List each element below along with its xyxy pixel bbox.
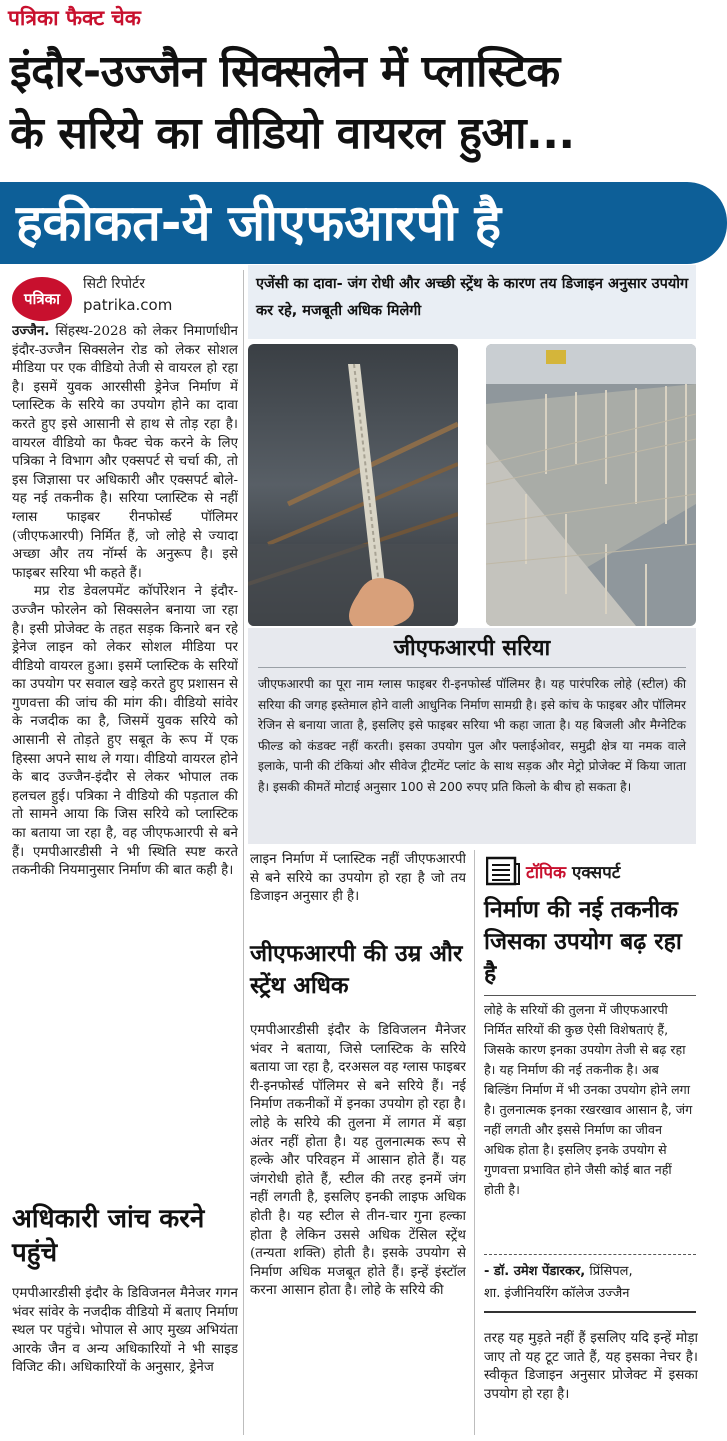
subhead-gfrp-strength: जीएफआरपी की उम्र और स्ट्रेंथ अधिक (250, 941, 463, 999)
dateline: उज्जैन. (12, 324, 50, 339)
topic-label: टॉपिक (526, 863, 567, 883)
expert-role: प्रिंसिपल, (589, 1264, 633, 1279)
expert-institution: शा. इंजीनियरिंग कॉलेज उज्जैन (484, 1286, 630, 1301)
expert-divider-dashed (484, 1254, 696, 1255)
paragraph-1-text: सिंहस्थ-2028 को लेकर निमार्णाधीन इंदौर-उज्जैन सिक्सलेन रोड को लेकर सोशल मीडिया पर एक वीडियो तेजी से वायरल हो रहा है। इसमें युवक आरसीसी ड्रेनेज निर्माण में प्लास्टिक के सरिये का उपयोग होने का दावा करते हुए इसे आसानी से हाथ से तोड़ रहा है। वायरल वीडियो का फैक्ट चेक करने के लिए पत्रिका ने विभाग और एक्सपर्ट से चर्चा की, तो इस जिज्ञासा पर अधिकारी और एक्सपर्ट बोले- यह नई तकनीक है। सरिया प्लास्टिक से नहीं ग्लास फाइबर रीनफोर्स्ड पॉलिमर (जीएफआरपी) निर्मित हैं, जो लोहे से ज्यादा अच्छा और तय नॉर्म्स के अनुरूप है। इसे फाइबर सरिया भी कहते हैं। (12, 324, 238, 581)
article-column-1 (12, 323, 238, 1198)
subhead-officials: अधिकारी जांच करने पहुंचे (12, 1204, 205, 1268)
column-rule-2 (474, 850, 475, 1435)
headline-line-2: के सरिये का वीडियो वायरल हुआ... (10, 108, 575, 159)
section-kicker: पत्रिका फैक्ट चेक (8, 6, 141, 30)
topic-expert-label (526, 860, 620, 883)
byline-reporter: सिटी रिपोर्टर (83, 276, 145, 292)
expert-heading: निर्माण की नई तकनीक जिसका उपयोग बढ़ रहा है (484, 897, 682, 987)
gfrp-explainer-text: जीएफआरपी का पूरा नाम ग्लास फाइबर री-इनफोर्स्ड पॉलिमर है। यह पारंपरिक लोहे (स्टील) की सरिया की जगह इस्तेमाल होने वाली आधुनिक निर्माण सामग्री है। इसे कांच के फाइबर और पॉलिमर रेजिन से बनाया जाता है, इसलिए इसे फाइबर सरिया भी कहा जाता है। यह बिजली और मैग्नेटिक फील्ड को कंडक्ट नहीं करती। इसका उपयोग पुल और फ्लाईओवर, समुद्री क्षेत्र या नमक वाले इलाके, पानी की टंकियां और सीवेज ट्रीटमेंट प्लांट के साथ सड़क और मेट्रो प्रोजेक्ट में किया जाता है। इसकी कीमतें मोटाई अनुसार 100 से 200 रुपए प्रति किलो के बीच हो सकता है। (258, 677, 686, 794)
gfrp-explainer-title: जीएफआरपी सरिया (393, 636, 551, 661)
article-paragraph-3: एमपीआरडीसी इंदौर के डिविजनल मैनेजर गगन भंवर सांवेर के नजदीक वीडियो में बताए निर्माण स्थल पर पहुंचे। भोपाल से आए मुख्य अभियंता आरके जैन व अन्य अधिकारियों ने भी साइड विजिट की। अधिकारियों के अनुसार, ड्रेनेज (12, 1286, 238, 1376)
newspaper-icon (486, 856, 520, 886)
expert-quote-text: लोहे के सरियों की तुलना में जीएफआरपी निर्मित सरियों की कुछ ऐसी विशेषताएं हैं, जिसके कारण इनका उपयोग तेजी से बढ़ रहा है। यह निर्माण की नई तकनीक है। अब बिल्डिंग निर्माण में भी उनका उपयोग होने लगा है। तुलनात्मक इनका रखरखाव आसान है, जंग नहीं लगती और इससे निर्माण का जीवन अधिक होता है। इसलिए इनके उपयोग से गुणवत्ता प्रभावित होने जैसी कोई बात नहीं होती है। (484, 1002, 693, 1197)
article-paragraph-4: एमपीआरडीसी इंदौर के डिविजलन मैनेजर भंवर ने बताया, जिसे प्लास्टिक के सरिये बताया जा रहा है, दरअसल वह ग्लास फाइबर री-इनफोर्स्ड पॉलिमर से बने सरिये हैं। नई निर्माण तकनीकों में इनका उपयोग हो रहा है। लोहे के सरिये की तुलना में लागत में बड़ा अंतर नहीं होता है। यह तुलनात्मक रूप से हल्के और परिवहन में आसान होते हैं। यह जंगरोधी होते हैं, स्टील की तरह इनमें जंग नहीं लगती है, इसलिए इनकी लाइफ अधिक होती है। यह स्टील से तीन-चार गुना हल्का होता है लेकिन उससे अधिक टेंसिल स्ट्रेंथ (तन्यता शक्ति) होती है। इसके उपयोग से निर्माण अधिक मजबूत होते हैं। इन्हें इंस्टॉल करना आसान होता है। लोहे के सरिये की (250, 1023, 466, 1299)
expert-label: एक्सपर्ट (572, 863, 621, 883)
patrika-logo: पत्रिका (12, 277, 72, 321)
article-paragraph-2: मप्र रोड डेवलपमेंट कॉर्पोरेशन ने इंदौर-उज्जैन फोरलेन को सिक्सलेन बनाया जा रहा है। इसी प्रोजेक्ट के तहत सड़क किनारे बन रहे ड्रेनेज लाइन को लेकर सोशल मीडिया पर वीडियो वायरल हुआ। इसमें प्लास्टिक के सरियों का उपयोग पर सवाल खड़े करते हुए प्रशासन से गुणवत्ता की जांच की मांग की। वीडियो सांवेर के नजदीक का है, जिसमें युवक सरिये को आसानी से तोड़ते हुए सबूत के रूप में एक हिस्सा अपने साथ ले गया। वीडियो वायरल होने के बाद उज्जैन-इंदौर से लेकर भोपाल तक हलचल हुई। पत्रिका ने वीडियो की पड़ताल की तो सामने आया कि जिस सरिये को प्लास्टिक का बताया जा रहा है, वह जीएफआरपी से बने हैं। एमपीआरडीसी ने भी स्थिति स्पष्ट करते तकनीकी नियमानुसार निर्माण की बात कही है। (12, 584, 238, 879)
agency-claim-text: एजेंसी का दावा- जंग रोधी और अच्छी स्ट्रेंथ के कारण तय डिजाइन अनुसार उपयोग कर रहे, मजबूती अधिक मिलेगी (256, 276, 689, 319)
banner-text: हकीकत-ये जीएफआरपी है (16, 194, 502, 252)
article-paragraph-1 (12, 323, 238, 583)
byline-site: patrika.com (83, 296, 173, 314)
photo-construction-illustration (486, 344, 696, 626)
expert-name: - डॉ. उमेश पेंडारकर, (484, 1264, 586, 1279)
headline-line-1: इंदौर-उज्जैन सिक्सलेन में प्लास्टिक (10, 46, 560, 97)
column-rule-1 (243, 270, 244, 1435)
photo-hand-rod-illustration (248, 344, 458, 626)
expert-signature (484, 1262, 696, 1282)
gfrp-title-divider (258, 667, 686, 668)
article-column-2-top (250, 851, 466, 911)
article-column-3-bottom (484, 1330, 698, 1436)
article-column-1-continued (12, 1285, 238, 1435)
column-2-top-text: लाइन निर्माण में प्लास्टिक नहीं जीएफआरपी से बने सरिये का उपयोग हो रहा है जो तय डिजाइन अनुसार ही है। (250, 852, 466, 905)
column-3-bottom-text: तरह यह मुड़ते नहीं हैं इसलिए यदि इन्हें मोड़ा जाए तो यह टूट जाते हैं, यह इसका नेचर है। स्वीकृत डिजाइन अनुसार प्रोजेक्ट में इसका उपयोग हो रहा है। (484, 1331, 698, 1402)
article-column-2 (250, 1022, 466, 1436)
expert-divider-bottom (484, 1311, 696, 1313)
photo-drainage-construction (486, 344, 696, 626)
expert-divider-top (484, 995, 696, 996)
photo-hand-holding-rod (248, 344, 458, 626)
